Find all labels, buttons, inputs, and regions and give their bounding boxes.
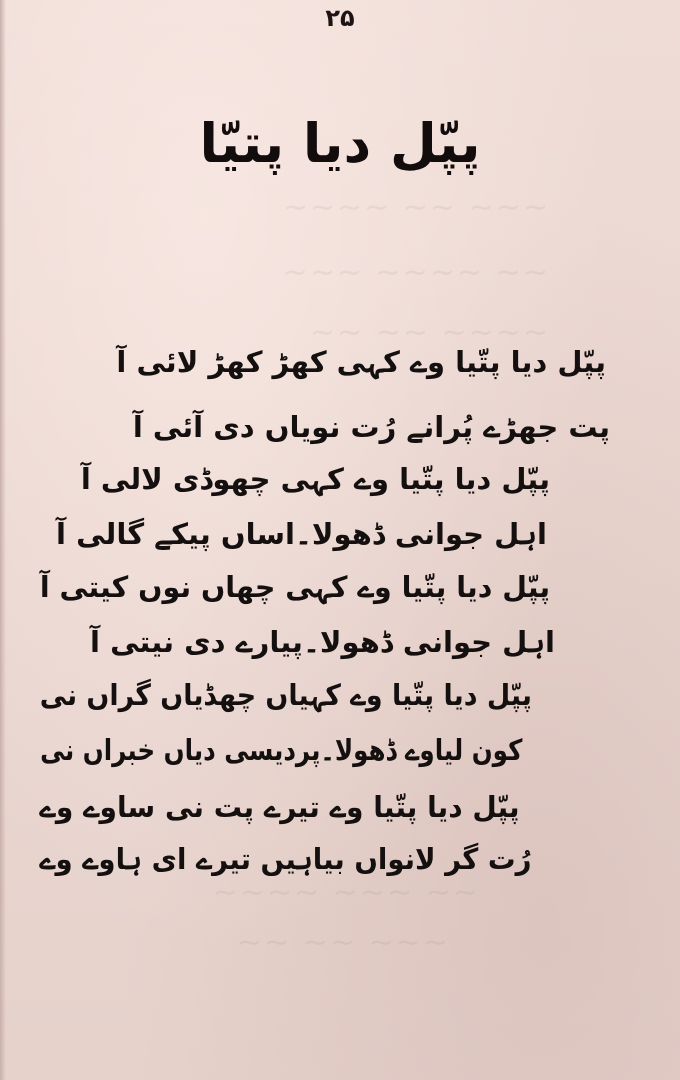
- verse-line: پپّل دیا پتّیا وے کہی چھاں نوں کیتی آ: [39, 570, 550, 604]
- bleed-through-text: ∽∽∽∽ ∽∽ ∽∽: [309, 315, 550, 350]
- verse-line: کون لیاوے ڈھولا۔پردیسی دیاں خبراں نی: [39, 733, 522, 767]
- verse-line: پپّل دیا پتّیا وے کہی چھوڈی لالی آ: [80, 462, 550, 496]
- verse-line: پپّل دیا پتّیا وے کہیاں چھڈیاں گراں نی: [39, 678, 532, 712]
- bleed-through-text: ∽∽∽ ∽∽ ∽∽∽∽: [282, 190, 550, 225]
- bleed-through-text: ∽∽∽ ∽∽ ∽∽: [236, 925, 450, 960]
- verse-line: پت جھڑے پُرانے رُت نویاں دی آئی آ: [132, 410, 610, 444]
- bleed-through-text: ∽∽ ∽∽∽ ∽∽∽∽: [212, 875, 480, 910]
- verse-line: پپّل دیا پتّیا وے کہی کھڑ کھڑ لائی آ: [116, 345, 606, 379]
- poem-title: پپّل دیا پتیّا: [199, 112, 481, 175]
- verse-line: رُت گر لانواں بیاہیں تیرے ای ہاوے وے: [39, 842, 532, 876]
- verse-line: اہل جوانی ڈھولا۔اساں پیکے گالی آ: [56, 517, 547, 551]
- verse-line: پپّل دیا پتّیا وے تیرے پت نی ساوے وے: [39, 790, 520, 824]
- page-number: ۲۵: [325, 4, 355, 32]
- verse-line: اہل جوانی ڈھولا۔پیارے دی نیتی آ: [90, 625, 555, 659]
- bleed-through-text: ∽∽ ∽∽∽∽ ∽∽∽: [282, 255, 550, 290]
